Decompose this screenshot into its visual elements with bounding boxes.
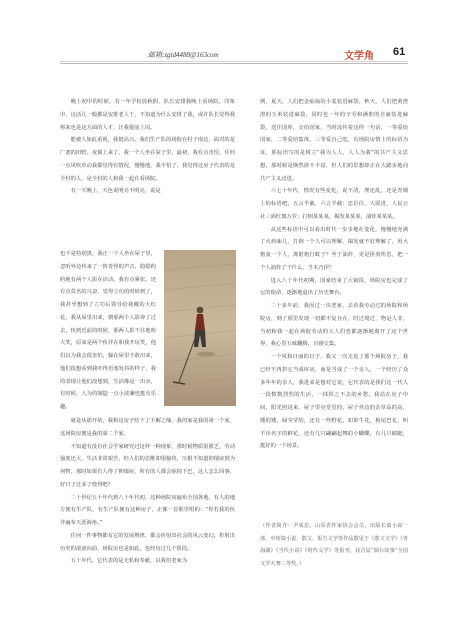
page-header [0, 0, 450, 70]
contact-email: 邮箱:zgtd4488@163com [148, 51, 219, 59]
paragraph: 二十多年前，我因过一次老家，去看我劳动过的场院和场院房，到了那里发现一切都不复存在，时过境迁，物是人非，当初和我一起在场院劳动的大人们也都逐渐地离开了这个世界，我心里五味翻腾，百感交集。 [260, 303, 408, 348]
section-title: 文学角 [344, 51, 374, 62]
paragraph: 六七十年代，情况有些变化，说不清，理还乱，还是青墙上的标语吧，五言半截，六言半截：忠臣往，大联进，人民公社三面红旗万岁；打倒某某某，揭发某某某，油炸某某某。 [260, 188, 408, 220]
paragraph: 二十世纪五十年代到八十年代初，这种场院房遍布全国各地，有人的地方便有生产队，有生产队便有这种房子，正像一首歌里唱的：“你若我的伙伴遍布天涯海角。” [60, 494, 235, 526]
header-rule [60, 63, 408, 64]
paragraph: 任何一件事物都有它的发展规律，都会折射出社会的风云变幻，折射出历史的滚滚向前，场院房也是如此，也经历过几个阶段。 [60, 532, 235, 552]
paragraph: 晚上初中的时候，有一年学校放秋假，队长安排我晚上看场院。印象中，这活儿一般都是安排老人干，不知道为什么安排了我，或许队长觉得我将来也是这方面的人才，让我提前上岗。 [60, 99, 235, 131]
paragraph: 就是从那开始，我和这房子结下了不解之缘，我的家是我的第一个家，这场院房便是我的第二个家。 [60, 418, 235, 437]
right-column [260, 96, 408, 453]
farmer-raking-photo [164, 250, 236, 406]
paragraph: 一个风和日丽的日子，我又一次走进了那个场院房子，我已经不再担它当成库房，而是当成了一个亲人，一个经历了众多年年的亲人，我进来是想对它说，它代表的是我们这一代人一段数数烈烈的生活，一抹挥之不去的乡愁。我站在房子中间，阳光照进来，屋子里亮堂堂的，屋子外边的杂草高的高，矮的矮，绿莹莹的，还有一些野花，如果牛花，狗尾巴花，叫不出名字的鲜花，还有几只翩翩起舞的小蝴蝶，有几只蜻蜓，挺好的一个场景。 [260, 354, 408, 450]
author-bio: （作者简介：尹成思，山东省作家协会会员，出版长篇小说一部，中短篇小说、散文、报告文学等作品散见于《散文文学》《青海湖》《当代小说》《时代文学》等报刊，获首届“烟台故事”全国文学大赛三等奖。） [260, 523, 408, 567]
paragraph: 能被人如此重视，我挺高兴。我们生产队的场院在村子南边，面对的是广袤的田野。夜幕上来了，我一个人坐在屋子里，最初，我有点害怕，任何一点风吹草动我都觉得有情况，慢慢地，我不怕了，我觉得这房子代表的是全村的人，是全村的人和我一起在看场院。 [60, 137, 235, 182]
paragraph: 从这些标语中可以看出时代一步步地在变化，慢慢地充满了火药味儿，打倒一个人可以理解，揭发就不好理解了，用大炮轰一个人，离射炮打蚊子？至于油炸，更是匪夷所思，把一个人油炸了干什么，当木乃伊？ [260, 226, 408, 271]
paragraph: 有一天晚上，天色说明亮不明亮，说是 [70, 188, 161, 195]
left-column-bottom [60, 415, 235, 568]
paragraph: 五十年代，它代表的是无私和奉献，以我们老家为 [70, 558, 188, 565]
paragraph: 不知道有没有社会学家研究过这样一种现象，那时候物质很匮乏，劳动强度还大，生活非常艰苦，但人们的思维却很愉快，压根不知道抑郁症到为何物，那时如果有人得了抑郁症，所有的人都会惊掉下巴，这人怎么回事，好日子过多了烧得吧？ [60, 443, 235, 488]
paragraph: 也不是特别黑，我正一个人坐在屋子里，忽听外边传来了一阵奇怪的声音，隐隐约约地有两个人影在活动。我有点紧张，还有点莫名的兴奋，觉得立功的时候到了，我甚至想到了立功后领导给我戴的大红花，我从屋里出来，朝那两个人影奔了过去，快到近前的时候，那两人影不住地哈大笑，原来是两个伙伴在和我开玩笑，他们以为我会很害怕，躲在屋里不敢出来，他们很想看到我吓得语塞发抖的样子，我的表现让他们没想到，生活像是一出水，有时候，人为的制造一点小波澜也挺有乐趣。 [60, 251, 156, 410]
paragraph: 例，夏天，人们把金灿灿的小麦装进麻袋，秋天，人们把黄澄澄的玉米装进麻袋，同时也一年的辛劳和满腔的自豪装进麻袋，送往国库，交给国家，当时流传着这样一句话，一等爱给国家，二等爱给集体，三等爱自己吃，有场院房情上的标语为证，那标语写的是树立“我为人人，人人为我”的共产主义思想，那时候是焕然挤不丰富，但人们的思想却正在大踏步地向共产主义迈进。 [260, 99, 408, 182]
paragraph: 进入八十年代初期，国家结束了大锅饭，场院房也完成了它的使命，逐渐地退出了历史舞台。 [260, 277, 408, 297]
left-column-wrap-text [60, 248, 156, 414]
left-column-top [60, 96, 235, 198]
page-number: 61 [393, 46, 406, 58]
